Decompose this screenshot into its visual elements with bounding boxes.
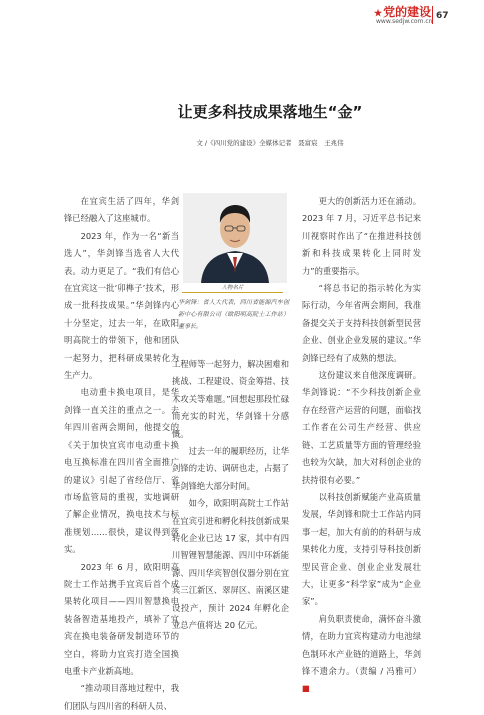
paragraph-text: 肩负职责使命，满怀奋斗激情，在助力宜宾构建动力电池绿色制环水产业链的道路上，华剑锋不遗余力。（责编 / 冯雅可） xyxy=(302,613,421,676)
paragraph: “推动项目落地过程中，我们团队与四川省的科研人员、 xyxy=(64,683,179,711)
magazine-url: www.sedjw.com.cn xyxy=(376,18,433,25)
profile-card-text: 华剑锋：省人大代表，四川省能源汽车创新中心有限公司（欧阳明高院士工作站）董事长。 xyxy=(178,299,289,330)
article-column-2 xyxy=(172,356,289,635)
article-title: 让更多科技成果落地生“金” xyxy=(177,103,363,121)
paragraph: 在宜宾生活了四年，华剑锋已经融入了这座城市。 xyxy=(64,196,179,224)
paragraph: 更大的创新活力还在涌动。2023 年 7 月，习近平总书记来川视察时作出了“在推进科技创新和科技成果转化上同时发力”的重要指示。 xyxy=(302,196,421,276)
paragraph: 过去一年的履职经历，让华剑锋的走访、调研也走，占据了华剑锋绝大部分时间。 xyxy=(172,446,289,491)
star-icon: ★ xyxy=(374,9,383,19)
header-divider xyxy=(432,6,433,24)
logo-text: 党的建设 xyxy=(383,5,432,19)
paragraph: 以科技创新赋能产业高质量发展，华剑锋和院士工作站内同事一起，加大有前的的科研与成果转化力度，支持引导科技创新型民营企业、创业企业发展壮大，让更多“科学家”成为“企业家”。 xyxy=(302,491,421,607)
portrait-illustration xyxy=(183,193,287,283)
portrait-photo xyxy=(183,193,287,283)
profile-card-title: 人物名片 xyxy=(221,285,244,291)
end-mark-icon: ■ xyxy=(302,683,310,694)
article-byline: 文 /《四川党的建设》全媒体记者 聂富宸 王兆伟 xyxy=(196,139,344,147)
paragraph: 工程师等一起努力，解决困难和挑战、工程建设、资金筹措、技术攻关等难题。”回想起那段忙碌而充实的时光，华剑锋十分感慨。 xyxy=(172,359,289,439)
paragraph: 2023 年，作为一名“新当选人”，华剑锋当选省人大代表。动力更足了。“我们有信心在宜宾这一批‘卯榫子’技术，形成一批科技成果。”华剑锋内心十分坚定，过去一年，在欧阳明高院士的带领下，他和团队一起努力，把科研成果转化为生产力。 xyxy=(64,230,179,381)
paragraph: 2023 年 6 月，欧阳明高院士工作站携手宜宾后首个成果转化项目——四川智慧换电装备智造基地投产，填补了宜宾在换电装备研发制造环节的空白，将助力宜宾打造全国换电重卡产业新高地。 xyxy=(64,561,179,676)
article-column-1 xyxy=(64,193,179,715)
profile-card xyxy=(172,283,293,347)
paragraph: 如今，欧阳明高院士工作站在宜宾引进和孵化科技创新成果转化企业已达 17 家，其中有四川智锂智慧能源、四川中环新能源、四川华宾智创仪器分别在宜宾三江新区、翠屏区、南溪区建设投产，预计 2024 年孵化企业总产值将达 20 亿元。 xyxy=(172,498,289,631)
article-column-3 xyxy=(302,193,421,698)
paragraph: 这份建议来自他深度调研。华剑锋说：“不少科技创新企业存在经营产运营的问题，面临找工作者在公司生产经营、供应链、工艺质量等方面的管理经验也较为欠缺，加大对科创企业的扶持很有必要。” xyxy=(302,370,421,485)
paragraph xyxy=(302,611,421,698)
page-number: 67 xyxy=(436,11,449,21)
paragraph: “将总书记的指示转化为实际行动，今年省两会期间，我准备提交关于支持科技创新型民营企业、创业企业发展的建议。”华剑锋已经有了成熟的想法。 xyxy=(302,283,421,363)
caption-divider xyxy=(182,292,283,293)
paragraph: 电动重卡换电项目，是华剑锋一直关注的重点之一。去年四川省两会期间，他提交的《关于加快宜宾市电动重卡换电互换标准在四川省全面推广的建议》引起了省经信厅、省市场监管局的重视，实地调研了解企业情况，换电技术与标准规划……很快，建议得到落实。 xyxy=(64,387,179,555)
